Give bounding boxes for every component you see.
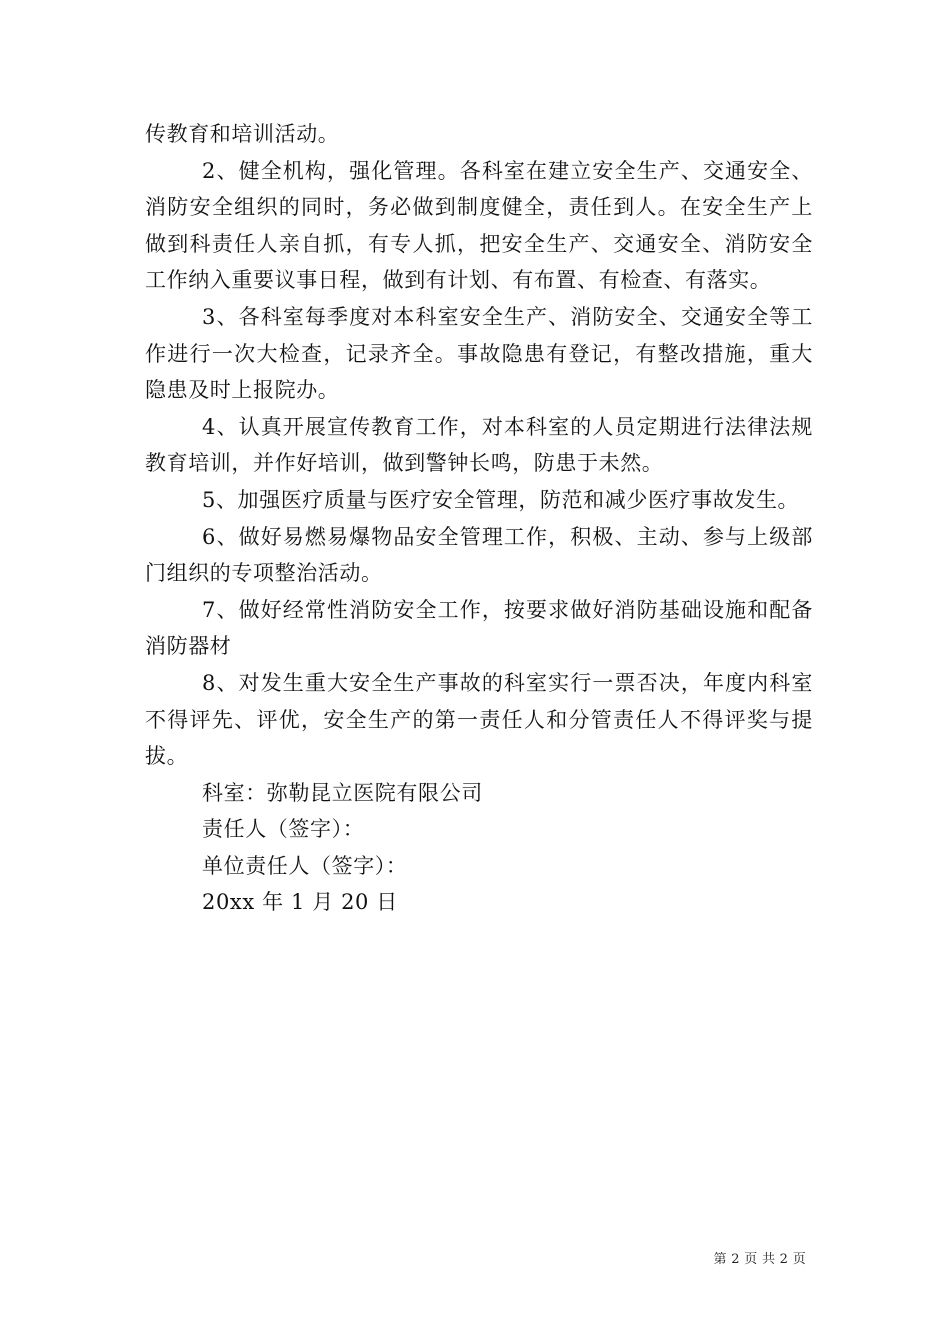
paragraph-item-7: 7、做好经常性消防安全工作，按要求做好消防基础设施和配备消防器材 (145, 597, 813, 659)
signature-responsible-person: 责任人（签字）： (202, 817, 365, 842)
signature-date: 20xx 年 1 月 20 日 (202, 890, 398, 915)
signature-department: 科室：弥勒昆立医院有限公司 (202, 780, 483, 805)
paragraph-item-4: 4、认真开展宣传教育工作，对本科室的人员定期进行法律法规教育培训，并作好培训，做到警钟长鸣，防患于未然。 (145, 414, 813, 476)
paragraph-continuation: 传教育和培训活动。 (145, 122, 340, 146)
paragraph-item-8: 8、对发生重大安全生产事故的科室实行一票否决，年度内科室不得评先、评优，安全生产的第一责任人和分管责任人不得评奖与提拔。 (145, 670, 813, 769)
paragraph-item-5: 5、加强医疗质量与医疗安全管理，防范和减少医疗事故发生。 (202, 487, 800, 512)
page-number-footer: 第 2 页 共 2 页 (713, 1252, 806, 1267)
paragraph-item-6: 6、做好易燃易爆物品安全管理工作，积极、主动、参与上级部门组织的专项整治活动。 (145, 524, 813, 586)
signature-unit-responsible-person: 单位责任人（签字）： (202, 853, 408, 878)
document-body (145, 116, 813, 921)
paragraph-item-3: 3、各科室每季度对本科室安全生产、消防安全、交通安全等工作进行一次大检查，记录齐全。事故隐患有登记，有整改措施，重大隐患及时上报院办。 (145, 304, 813, 403)
signature-block (145, 775, 813, 921)
paragraph-item-2: 2、健全机构，强化管理。各科室在建立安全生产、交通安全、消防安全组织的同时，务必做到制度健全，责任到人。在安全生产上做到科责任人亲自抓，有专人抓，把安全生产、交通安全、消防安全工作纳入重要议事日程，做到有计划、有布置、有检查、有落实。 (145, 158, 813, 293)
